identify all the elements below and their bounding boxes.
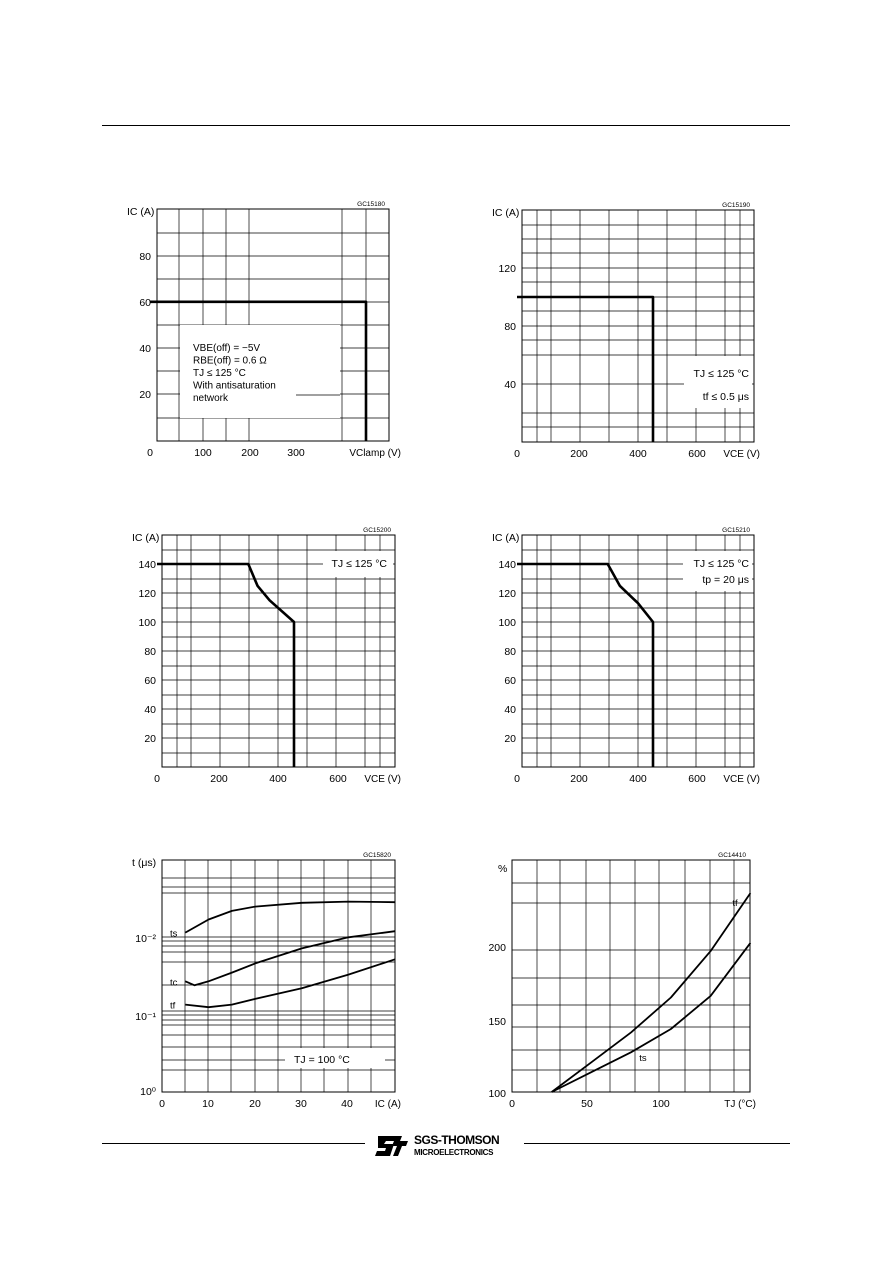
series-line [517,297,653,442]
y-axis-label: % [498,863,508,875]
chart-code: GC15190 [722,202,750,209]
chart-code: GC15200 [363,527,391,534]
annotation-text: With antisaturation [193,380,276,392]
y-tick-label: 200 [488,942,506,954]
y-tick-label: 20 [144,733,156,745]
annotation-text: tp = 20 μs [702,574,749,586]
x-axis-label: TJ (°C) [724,1099,756,1110]
annotation-text: TJ ≤ 125 °C [693,558,749,570]
x-tick-label: 600 [329,773,347,785]
x-tick-label: 200 [570,448,588,460]
series-line [157,564,294,767]
y-tick-label: 100 [138,617,156,629]
x-axis-label: VCE (V) [364,774,401,785]
annotation-text: VBE(off) = −5V [193,343,261,354]
series-label: ts [170,928,178,940]
y-tick-label: 60 [144,675,156,687]
x-tick-label: 0 [514,448,520,460]
x-tick-label: 200 [241,447,259,459]
y-axis-label: t (μs) [132,857,157,869]
x-tick-label: 0 [514,773,520,785]
series-line [185,931,395,985]
y-tick-label: 80 [144,646,156,658]
series-label: tc [170,977,178,989]
x-axis-label: VClamp (V) [349,448,401,459]
x-tick-label: 600 [688,448,706,460]
annotation-text: TJ = 100 °C [294,1054,350,1066]
x-axis-label: IC (A) [374,1099,401,1110]
x-tick-label: 30 [295,1098,307,1110]
series-line [552,893,751,1092]
y-tick-label: 10⁻¹ [135,1011,156,1023]
y-axis-label: IC (A) [492,207,520,219]
y-tick-label: 80 [504,321,516,333]
x-tick-label: 0 [147,447,153,459]
annotation-text: tf ≤ 0.5 μs [702,391,749,403]
y-tick-label: 40 [504,704,516,716]
y-axis-label: IC (A) [132,532,160,544]
x-tick-label: 20 [249,1098,261,1110]
series-label: ts [639,1053,647,1064]
y-tick-label: 40 [139,343,151,355]
chart-6 [488,852,756,1110]
y-tick-label: 10⁻² [135,933,156,945]
chart-code: GC15180 [357,201,385,208]
y-tick-label: 80 [504,646,516,658]
x-tick-label: 40 [341,1098,353,1110]
annotation-text: network [193,393,229,404]
plot-frame [512,860,750,1092]
y-tick-label: 60 [139,297,151,309]
y-tick-label: 120 [498,588,516,600]
x-tick-label: 100 [652,1098,670,1110]
series-label: tf [170,1000,176,1012]
y-tick-label: 120 [138,588,156,600]
series-line [517,564,653,767]
annotation-text: TJ ≤ 125 °C [693,368,749,380]
series-label: tf [732,898,738,909]
chart-code: GC15820 [363,852,391,859]
chart-2 [492,202,760,460]
chart-5 [132,852,401,1110]
x-tick-label: 0 [154,773,160,785]
y-tick-label: 100 [498,617,516,629]
x-tick-label: 0 [509,1098,515,1110]
annotation-text: RBE(off) = 0.6 Ω [193,355,267,367]
x-tick-label: 300 [287,447,305,459]
footer-subbrand: MICROELECTRONICS [414,1148,494,1157]
x-tick-label: 0 [159,1098,165,1110]
series-line [185,959,395,1007]
x-axis-label: VCE (V) [723,449,760,460]
y-axis-label: IC (A) [127,206,155,218]
footer-brand: SGS-THOMSON [414,1133,500,1147]
x-tick-label: 400 [629,448,647,460]
y-tick-label: 20 [139,389,151,401]
x-tick-label: 50 [581,1098,593,1110]
y-tick-label: 100 [488,1088,506,1100]
chart-code: GC14410 [718,852,746,859]
chart-1 [127,201,401,459]
y-tick-label: 40 [144,704,156,716]
st-logo [372,1131,522,1161]
y-tick-label: 10⁰ [140,1086,156,1098]
annotation-text: TJ ≤ 125 °C [331,558,387,570]
x-axis-label: VCE (V) [723,774,760,785]
chart-4 [492,527,760,785]
x-tick-label: 400 [629,773,647,785]
footer-rule-left [102,1143,365,1144]
y-tick-label: 40 [504,379,516,391]
x-tick-label: 100 [194,447,212,459]
x-tick-label: 200 [210,773,228,785]
x-tick-label: 600 [688,773,706,785]
y-tick-label: 150 [488,1016,506,1028]
y-axis-label: IC (A) [492,532,520,544]
x-tick-label: 200 [570,773,588,785]
chart-code: GC15210 [722,527,750,534]
y-tick-label: 140 [498,559,516,571]
series-line [185,902,395,933]
y-tick-label: 120 [498,263,516,275]
y-tick-label: 140 [138,559,156,571]
chart-3 [132,527,401,785]
footer-rule-right [524,1143,790,1144]
x-tick-label: 400 [269,773,287,785]
y-tick-label: 20 [504,733,516,745]
y-tick-label: 60 [504,675,516,687]
annotation-text: TJ ≤ 125 °C [193,368,246,379]
y-tick-label: 80 [139,251,151,263]
x-tick-label: 10 [202,1098,214,1110]
